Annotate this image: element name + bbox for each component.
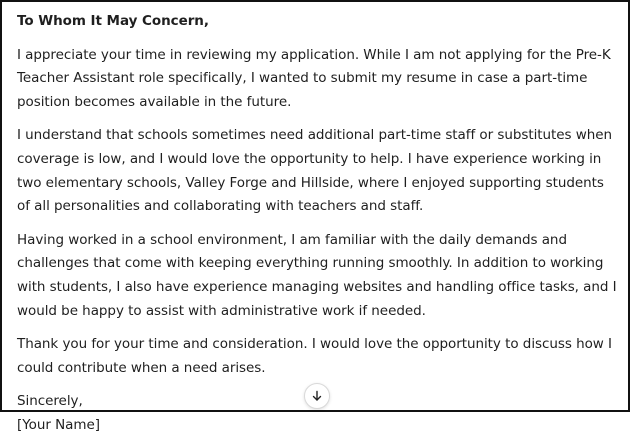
paragraph-1: I appreciate your time in reviewing my application. While I am not applying for the Pre-K Teacher Assistant role specifically, I wanted to submit my resume in case a part-time position becomes available in the future. xyxy=(17,46,611,110)
closing: Sincerely, xyxy=(17,393,83,410)
salutation: To Whom It May Concern, xyxy=(17,13,209,29)
signature: [Your Name] xyxy=(17,416,100,433)
scroll-down-button[interactable] xyxy=(304,383,330,409)
paragraph-2: I understand that schools sometimes need additional part-time staff or substitutes when coverage is low, and I would love the opportunity to help. I have experience working in two elementary schools, Valley Forge and Hillside, where I enjoyed supporting students of all personalities and collaborating with teachers and staff. xyxy=(17,127,613,215)
paragraph-3: Having worked in a school environment, I am familiar with the daily demands and challenges that come with keeping everything running smoothly. In addition to working with students, I also have experience managing websites and handling office tasks, and I would be happy to assist with administrative work if needed. xyxy=(17,231,617,319)
cover-letter xyxy=(17,10,617,438)
paragraph-4: Thank you for your time and consideration. I would love the opportunity to discuss how I could contribute when a need arises. xyxy=(17,336,612,376)
arrow-down-icon xyxy=(311,390,323,402)
